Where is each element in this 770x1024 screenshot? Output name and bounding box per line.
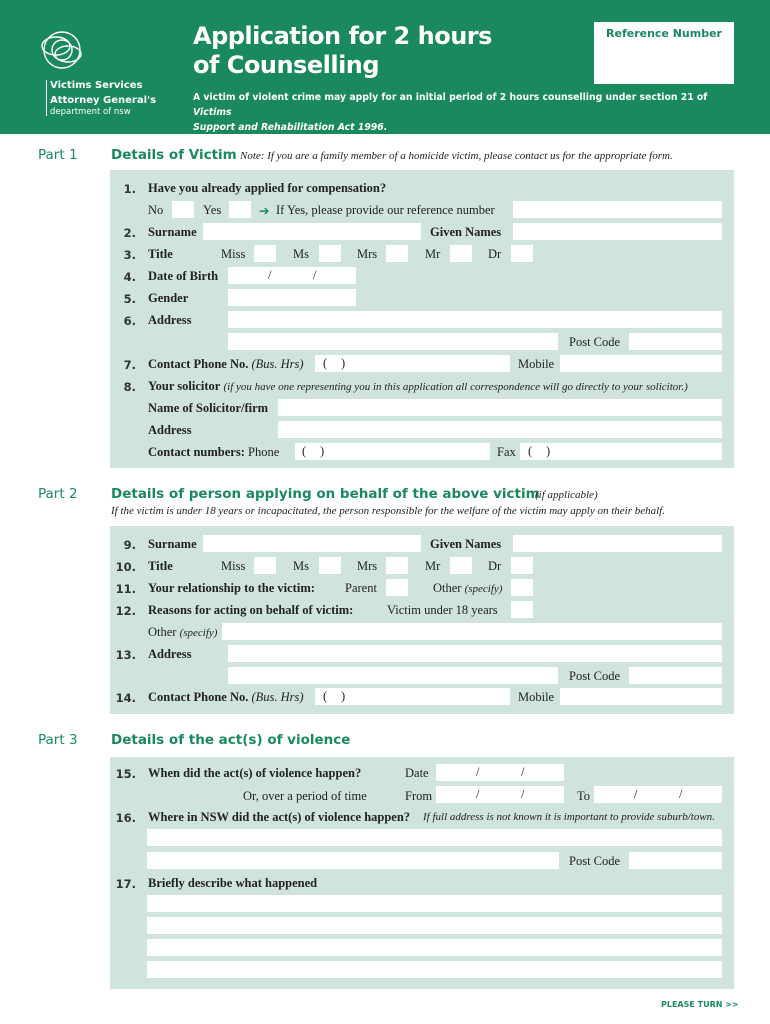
q4-dob-slash1: / — [268, 268, 272, 282]
q12-under18-label: Victim under 18 years — [387, 603, 498, 617]
q11-other-checkbox[interactable] — [511, 579, 533, 596]
q8-fax-label: Fax — [497, 445, 516, 459]
q2-number: 2. — [123, 226, 136, 240]
form-subtitle: A victim of violent crime may apply for an initial period of 2 hours counselling under section 21 of Victims Support and Rehabilitation Act 1996. — [193, 92, 708, 133]
q16-postcode-label: Post Code — [569, 854, 621, 868]
q3-ms-label: Ms — [293, 247, 309, 261]
q13-postcode-label: Post Code — [569, 669, 621, 683]
part1-note: Note: If you are a family member of a homicide victim, please contact us for the appropriate form. — [240, 150, 673, 162]
q1-yes-label: Yes — [203, 203, 222, 217]
q15-date-input[interactable] — [436, 764, 564, 781]
q1-no-label: No — [148, 203, 164, 217]
part2-title-note: (if applicable) — [535, 489, 598, 501]
org-name: Victims Services — [50, 80, 143, 91]
q8-fax-input[interactable] — [520, 443, 722, 460]
q9-number: 9. — [123, 538, 136, 552]
q9-given-names-input[interactable] — [513, 535, 722, 552]
q15-date-slash1: / — [476, 765, 480, 779]
q5-number: 5. — [123, 292, 136, 306]
q1-no-checkbox[interactable] — [172, 201, 194, 218]
q13-address-input-2[interactable] — [228, 667, 558, 684]
q15-from-slash1: / — [476, 787, 480, 801]
q16-where-label: Where in NSW did the act(s) of violence happen? — [148, 810, 411, 824]
q17-describe-label: Briefly describe what happened — [148, 876, 318, 890]
q4-number: 4. — [123, 270, 136, 284]
q6-postcode-input[interactable] — [629, 333, 722, 350]
q13-postcode-input[interactable] — [629, 667, 722, 684]
q11-number: 11. — [115, 582, 136, 596]
q17-description-line-4[interactable] — [147, 961, 722, 978]
q3-dr-label: Dr — [488, 247, 502, 261]
part3-title: Details of the act(s) of violence — [111, 732, 351, 748]
q1-reference-input[interactable] — [513, 201, 722, 218]
q3-dr-checkbox[interactable] — [511, 245, 533, 262]
q5-gender-input[interactable] — [228, 289, 356, 306]
q7-phone-label: Contact Phone No. (Bus. Hrs) — [148, 357, 304, 371]
arrow-right-icon: ➔ — [259, 204, 270, 218]
q8-paren-close: ) — [320, 444, 325, 458]
q3-mr-label: Mr — [425, 247, 441, 261]
q15-to-slash1: / — [634, 787, 638, 801]
q6-address-input-2[interactable] — [228, 333, 558, 350]
q9-surname-label: Surname — [148, 537, 197, 551]
q1-if-yes-label: If Yes, please provide our reference number — [276, 203, 495, 217]
q2-given-names-label: Given Names — [430, 225, 502, 239]
q14-mobile-input[interactable] — [560, 688, 722, 705]
q11-parent-checkbox[interactable] — [386, 579, 408, 596]
q15-to-input[interactable] — [594, 786, 722, 803]
q14-number: 14. — [115, 691, 136, 705]
q11-relationship-label: Your relationship to the victim: — [148, 581, 315, 595]
q14-mobile-label: Mobile — [518, 690, 555, 704]
part2-title: Details of person applying on behalf of the above victim — [111, 486, 540, 502]
q9-given-names-label: Given Names — [430, 537, 502, 551]
q15-period-label: Or, over a period of time — [243, 789, 367, 803]
q15-when-label: When did the act(s) of violence happen? — [148, 766, 362, 780]
q15-date-label: Date — [405, 766, 429, 780]
part1-title: Details of Victim — [111, 147, 237, 163]
q2-surname-label: Surname — [148, 225, 197, 239]
form-title: Application for 2 hours of Counselling — [193, 22, 492, 79]
q10-miss-checkbox[interactable] — [254, 557, 276, 574]
part3-label: Part 3 — [38, 732, 78, 748]
q10-mrs-label: Mrs — [357, 559, 378, 573]
q17-description-line-3[interactable] — [147, 939, 722, 956]
reference-number-label: Reference Number — [606, 27, 722, 40]
q7-number: 7. — [123, 358, 136, 372]
q6-address-label: Address — [148, 313, 192, 327]
q10-mr-checkbox[interactable] — [450, 557, 472, 574]
q4-dob-label: Date of Birth — [148, 269, 219, 283]
q17-number: 17. — [115, 877, 136, 891]
q10-dr-label: Dr — [488, 559, 502, 573]
q16-address-input[interactable] — [147, 829, 722, 846]
q12-reasons-label: Reasons for acting on behalf of victim: — [148, 603, 354, 617]
q16-where-note: If full address is not known it is important to provide suburb/town. — [423, 811, 715, 823]
q8-fax-paren-open: ( — [528, 444, 533, 458]
q10-mr-label: Mr — [425, 559, 441, 573]
q10-ms-label: Ms — [293, 559, 309, 573]
q3-mrs-label: Mrs — [357, 247, 378, 261]
q6-address-input[interactable] — [228, 311, 722, 328]
q7-mobile-input[interactable] — [560, 355, 722, 372]
q17-description-line-1[interactable] — [147, 895, 722, 912]
q17-description-line-2[interactable] — [147, 917, 722, 934]
part1-label: Part 1 — [38, 147, 78, 163]
q16-number: 16. — [115, 811, 136, 825]
q12-other-input[interactable] — [222, 623, 722, 640]
q8-address-input[interactable] — [278, 421, 722, 438]
q14-phone-label: Contact Phone No. (Bus. Hrs) — [148, 690, 304, 704]
q8-solicitor-name-input[interactable] — [278, 399, 722, 416]
q10-miss-label: Miss — [221, 559, 246, 573]
q8-number: 8. — [123, 380, 136, 394]
q3-miss-label: Miss — [221, 247, 246, 261]
q13-number: 13. — [115, 648, 136, 662]
q5-gender-label: Gender — [148, 291, 189, 305]
q8-paren-open: ( — [302, 444, 307, 458]
part2-label: Part 2 — [38, 486, 78, 502]
nsw-logo-icon — [34, 28, 96, 78]
q15-date-slash2: / — [521, 765, 525, 779]
q3-number: 3. — [123, 248, 136, 262]
q11-other-label: Other (specify) — [433, 581, 503, 595]
q9-surname-input[interactable] — [203, 535, 421, 552]
brand-divider — [46, 80, 47, 116]
q2-given-names-input[interactable] — [513, 223, 722, 240]
q8-solicitor-label: Your solicitor (if you have one representing you in this application all correspondence will go directly to your solicitor.) — [148, 379, 688, 393]
q15-from-input[interactable] — [436, 786, 564, 803]
q3-ms-checkbox[interactable] — [319, 245, 341, 262]
q12-other-label: Other (specify) — [148, 625, 218, 639]
part2-panel — [110, 526, 734, 714]
q4-dob-input[interactable] — [228, 267, 356, 284]
q8-address-label: Address — [148, 423, 192, 437]
q7-paren-close: ) — [341, 356, 346, 370]
q15-from-label: From — [405, 789, 433, 803]
q15-number: 15. — [115, 767, 136, 781]
q8-fax-paren-close: ) — [546, 444, 551, 458]
q10-ms-checkbox[interactable] — [319, 557, 341, 574]
q7-paren-open: ( — [323, 356, 328, 370]
q8-solicitor-name-label: Name of Solicitor/firm — [148, 401, 269, 415]
q15-from-slash2: / — [521, 787, 525, 801]
q3-mrs-checkbox[interactable] — [386, 245, 408, 262]
q8-contact-label: Contact numbers: Phone — [148, 445, 280, 459]
q16-address-input-2[interactable] — [147, 852, 559, 869]
q16-postcode-input[interactable] — [629, 852, 722, 869]
q3-title-label: Title — [148, 247, 173, 261]
q7-mobile-label: Mobile — [518, 357, 555, 371]
q11-parent-label: Parent — [345, 581, 377, 595]
q10-number: 10. — [115, 560, 136, 574]
q12-under18-checkbox[interactable] — [511, 601, 533, 618]
q8-phone-input[interactable] — [295, 443, 490, 460]
q10-mrs-checkbox[interactable] — [386, 557, 408, 574]
q14-paren-open: ( — [323, 689, 328, 703]
q6-postcode-label: Post Code — [569, 335, 621, 349]
q1-number: 1. — [123, 182, 136, 196]
q13-address-input[interactable] — [228, 645, 722, 662]
q6-number: 6. — [123, 314, 136, 328]
q10-dr-checkbox[interactable] — [511, 557, 533, 574]
q3-mr-checkbox[interactable] — [450, 245, 472, 262]
org-subtitle: department of nsw — [50, 107, 131, 117]
q15-to-label: To — [577, 789, 591, 803]
q12-number: 12. — [115, 604, 136, 618]
q1-label: Have you already applied for compensation? — [148, 181, 387, 195]
q1-yes-checkbox[interactable] — [229, 201, 251, 218]
q13-address-label: Address — [148, 647, 192, 661]
q10-title-label: Title — [148, 559, 173, 573]
part2-intro: If the victim is under 18 years or incapacitated, the person responsible for the welfare of the victim may apply on their behalf. — [111, 505, 665, 517]
q4-dob-slash2: / — [313, 268, 317, 282]
q2-surname-input[interactable] — [203, 223, 421, 240]
q14-paren-close: ) — [341, 689, 346, 703]
q15-to-slash2: / — [679, 787, 683, 801]
please-turn-label: PLEASE TURN >> — [661, 1000, 739, 1009]
org-department: Attorney General's — [50, 95, 157, 106]
q3-miss-checkbox[interactable] — [254, 245, 276, 262]
